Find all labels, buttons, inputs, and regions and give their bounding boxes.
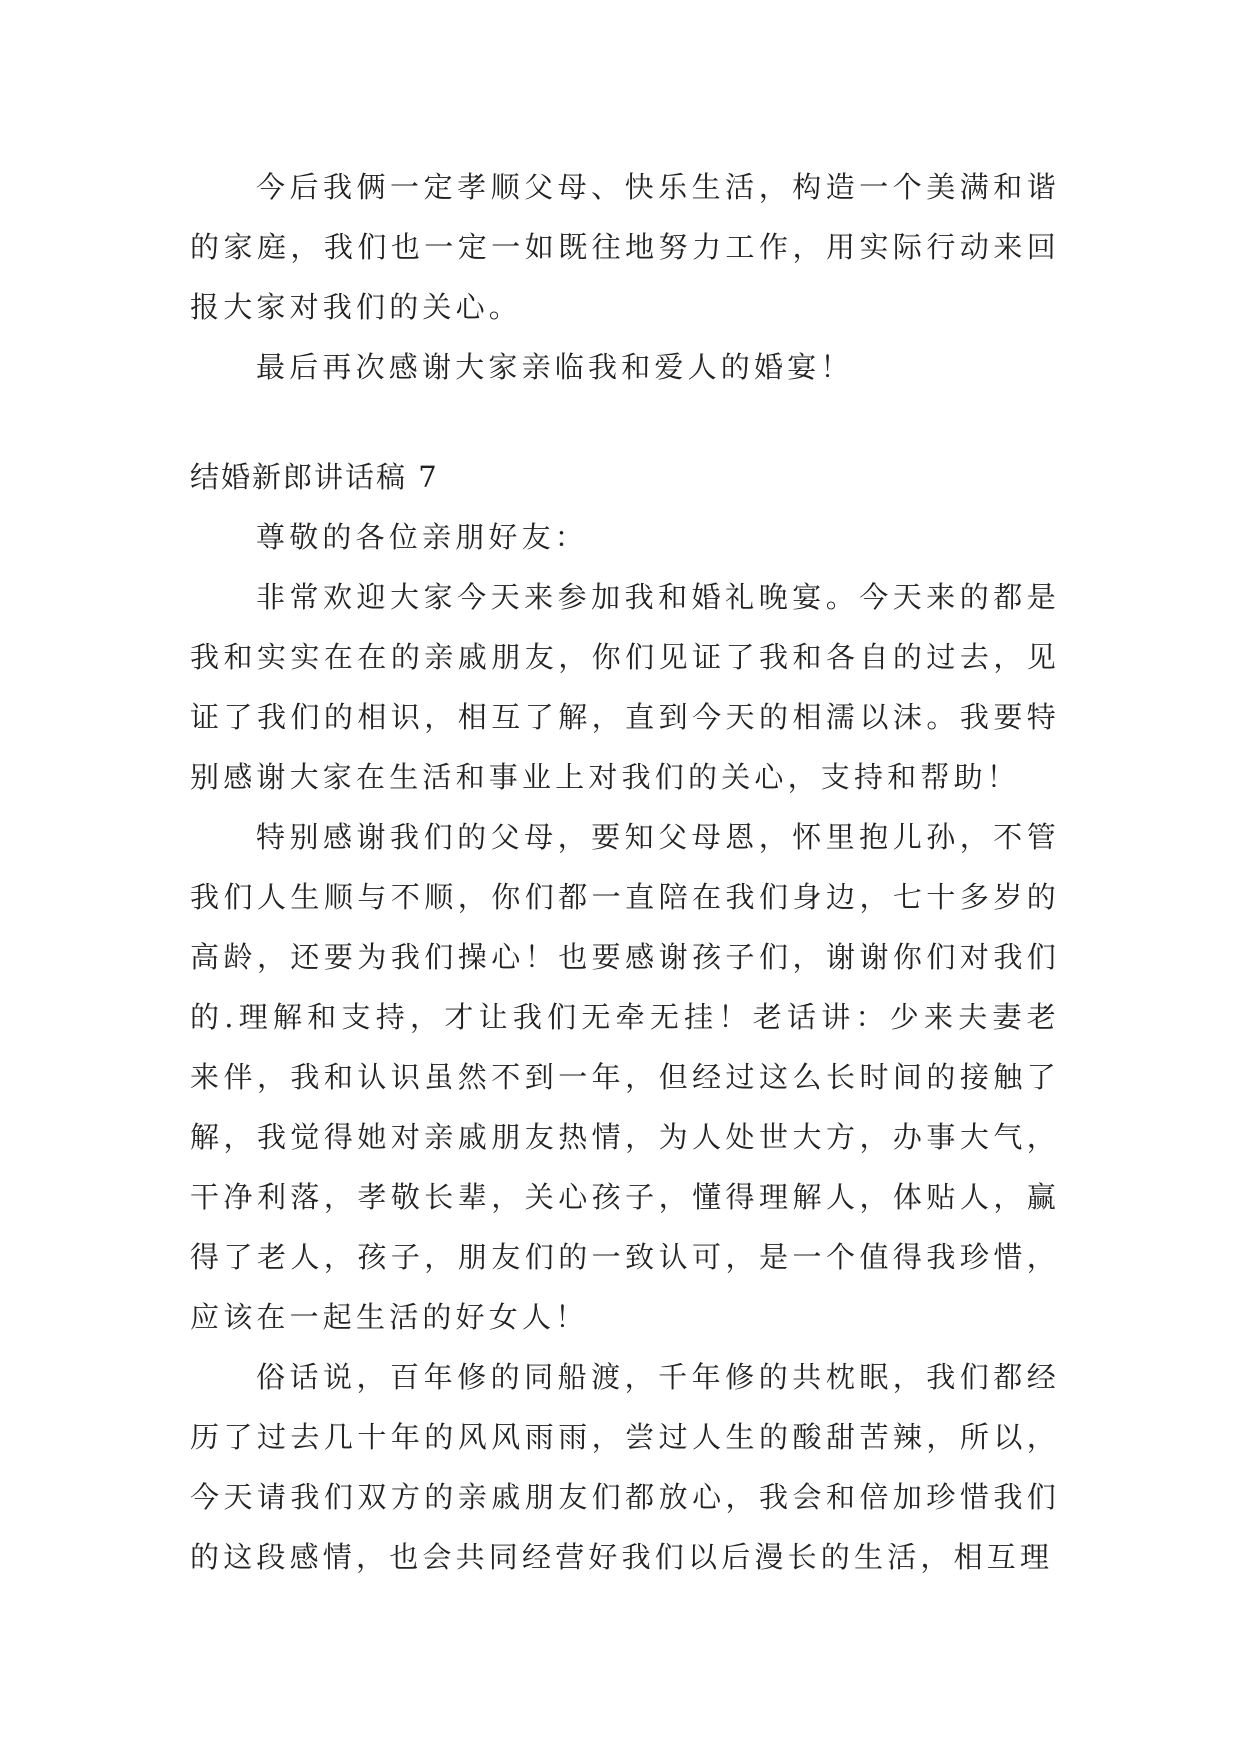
salutation: 尊敬的各位亲朋好友： — [256, 520, 589, 554]
paragraph: 特别感谢我们的父母，要知父母恩，怀里抱儿孙，不管我们人生顺与不顺，你们都一直陪在我们身边，七十多岁的高龄，还要为我们操心！也要感谢孩子们，谢谢你们对我们的.理解和支持，才让我们无牵无挂！老话讲：少来夫妻老来伴，我和认识虽然不到一年，但经过这么长时间的接触了解，我觉得她对亲戚朋友热情，为人处世大方，办事大气，干净利落，孝敬长辈，关心孩子，懂得理解人，体贴人，赢得了老人，孩子，朋友们的一致认可，是一个值得我珍惜，应该在一起生活的好女人！ — [190, 820, 1060, 1334]
paragraph: 非常欢迎大家今天来参加我和婚礼晚宴。今天来的都是我和实实在在的亲戚朋友，你们见证了我和各自的过去，见证了我们的相识，相互了解，直到今天的相濡以沫。我要特别感谢大家在生活和事业上对我们的关心，支持和帮助！ — [190, 580, 1060, 794]
section-title: 结婚新郎讲话稿 7 — [190, 460, 439, 494]
document-body — [190, 157, 1060, 1587]
paragraph: 俗话说，百年修的同船渡，千年修的共枕眠，我们都经历了过去几十年的风风雨雨，尝过人生的酸甜苦辣，所以，今天请我们双方的亲戚朋友们都放心，我会和倍加珍惜我们的这段感情，也会共同经营好我们以后漫长的生活，相互理 — [190, 1360, 1060, 1574]
paragraph: 今后我俩一定孝顺父母、快乐生活，构造一个美满和谐的家庭，我们也一定一如既往地努力工作，用实际行动来回报大家对我们的关心。 — [190, 170, 1060, 324]
paragraph: 最后再次感谢大家亲临我和爱人的婚宴！ — [256, 350, 854, 384]
